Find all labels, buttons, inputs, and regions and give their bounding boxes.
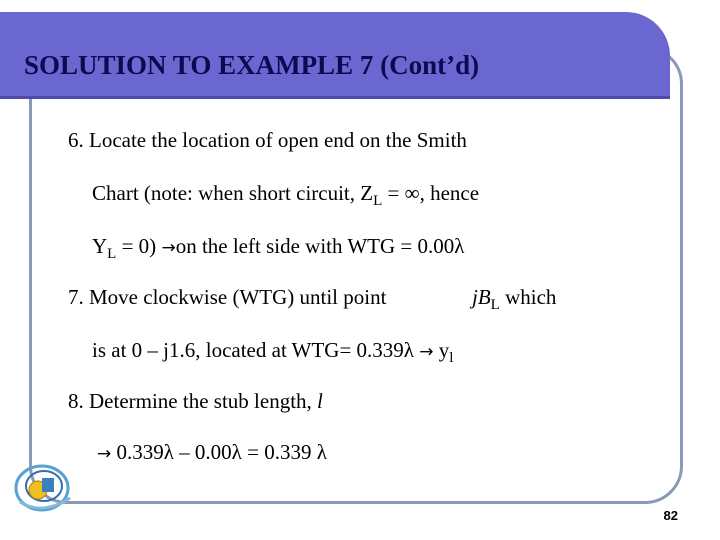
title-banner [0,12,670,96]
arrow-icon: → [161,238,176,258]
length-symbol: l [317,389,323,413]
result-line [97,442,327,463]
subscript-L: L [490,297,500,313]
point-symbol: jB [472,285,491,309]
subscript-l: l [449,350,454,366]
step-6-line-3 [92,236,464,262]
step-7-text: 7. Move clockwise (WTG) until point [68,285,387,309]
which-text: which [499,285,557,309]
equals-zero: = 0) [116,234,162,258]
step-6-text: 6. Locate the location of open end on the Smith [68,128,467,152]
slide-title: SOLUTION TO EXAMPLE 7 (Cont’d) [24,50,480,80]
content-frame [29,46,683,504]
note-text: Chart (note: when short circuit, Z [92,181,374,205]
wtg-text: on the left side with WTG = 0.00λ [175,234,465,258]
location-text: is at 0 – j1.6, located at WTG= 0.339λ [92,338,420,362]
y-symbol: y [433,338,450,362]
step-8-text: 8. Determine the stub length, [68,389,318,413]
step-7-line-1 [68,287,386,308]
arrow-icon: → [419,342,434,362]
arrow-icon: → [97,444,112,464]
step-6-line-1 [68,130,467,151]
step-7-point [472,287,556,313]
admittance-symbol: Y [92,234,108,258]
subscript-L: L [373,193,383,209]
note-text-end: = ∞, hence [382,181,480,205]
page-number: 82 [663,508,678,523]
step-7-line-2 [92,340,453,366]
result-text: 0.339λ – 0.00λ = 0.339 λ [111,440,327,464]
step-8-line [68,391,323,412]
step-6-line-2 [92,183,479,209]
subscript-L: L [107,246,117,262]
university-logo-icon [12,458,78,518]
